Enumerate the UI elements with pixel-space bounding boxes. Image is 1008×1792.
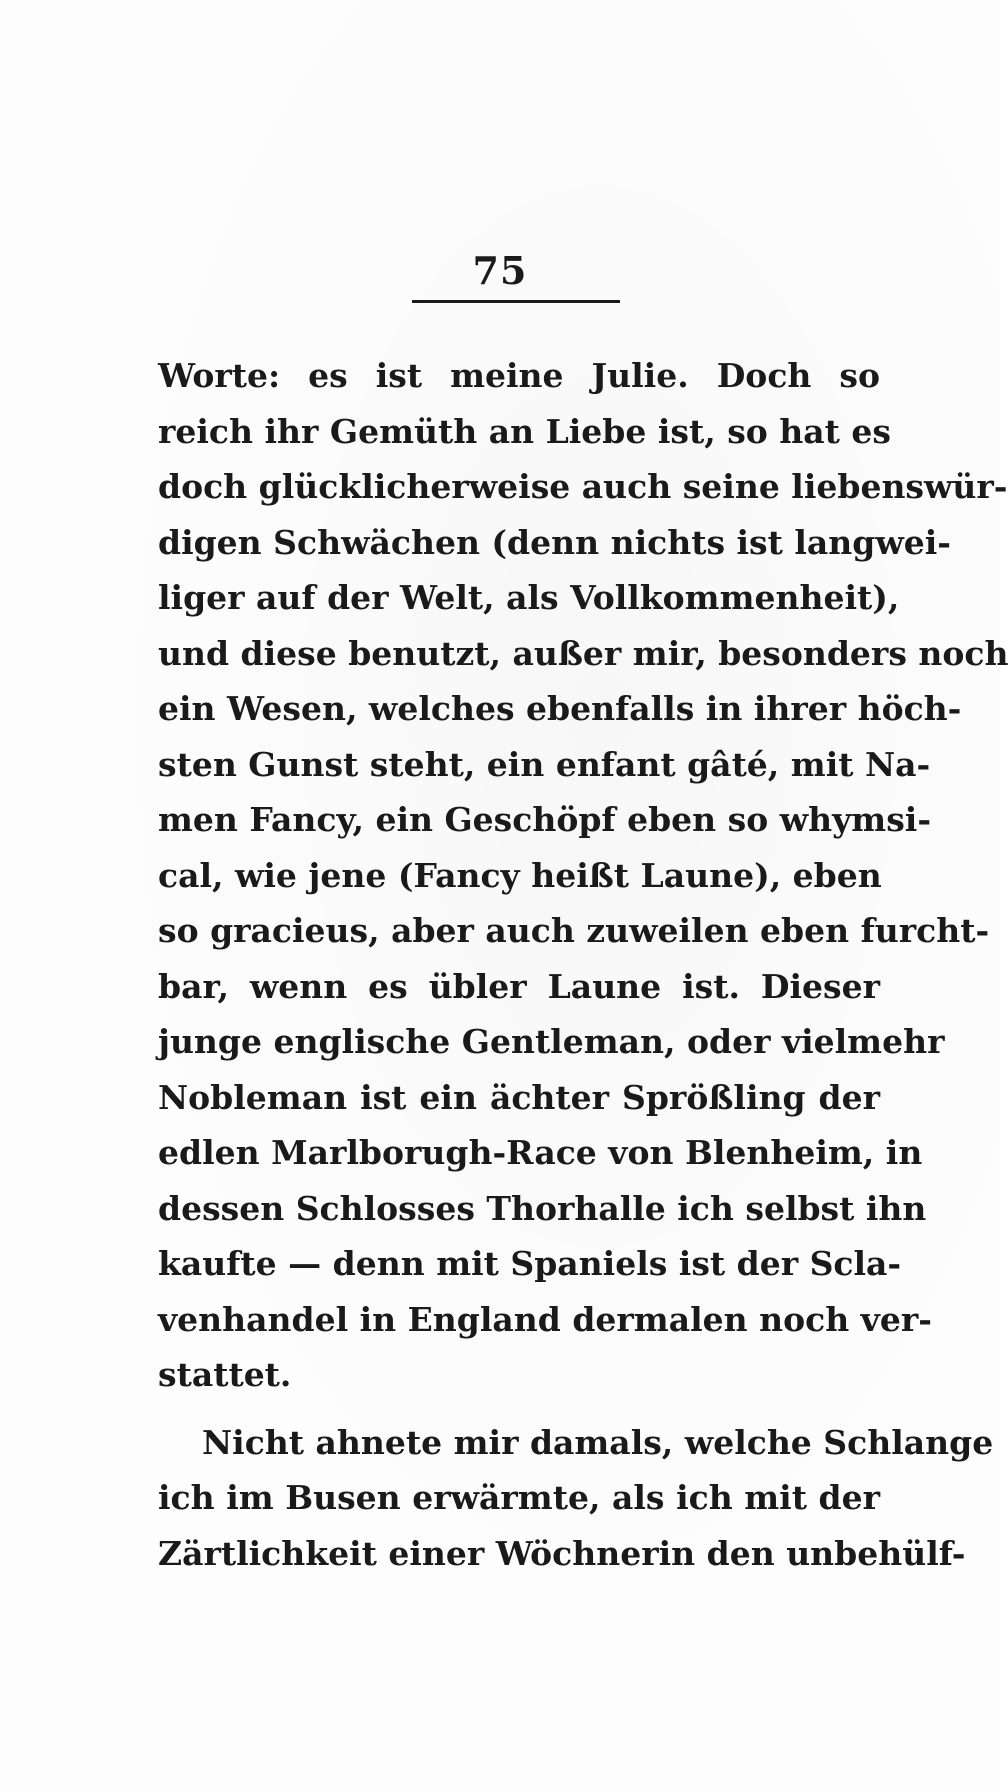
page-number: 75 [472,248,528,293]
paragraph-2 [158,1415,994,1582]
text-line: sten Gunst steht, ein enfant gâté, mit Na- [158,744,931,784]
header-rule [412,300,620,303]
text-line: cal, wie jene (Fancy heißt Laune), eben [158,855,882,895]
text-line: doch glücklicherweise auch seine liebenswür- [158,467,1008,506]
text-line: bar, wenn es übler Laune ist. Dieser [158,966,880,1006]
text-line: ein Wesen, welches ebenfalls in ihrer höch- [158,689,962,728]
text-line: ich im Busen erwärmte, als ich mit der [158,1478,880,1517]
text-line: Worte: es ist meine Julie. Doch so [158,356,880,395]
text-line: venhandel in England dermalen noch ver- [158,1299,932,1339]
text-line: digen Schwächen (denn nichts ist langwei- [158,522,951,562]
text-line: Zärtlichkeit einer Wöchnerin den unbehülf- [158,1533,966,1573]
text-line: kaufte — denn mit Spaniels ist der Scla- [158,1244,902,1283]
text-line: so gracieus, aber auch zuweilen eben furcht- [158,911,990,950]
text-line: und diese benutzt, außer mir, besonders noch [158,633,1008,673]
text-line: men Fancy, ein Geschöpf eben so whymsi- [158,800,932,839]
text-line: stattet. [158,1355,292,1394]
text-line: Nicht ahnete mir damals, welche Schlange [202,1422,994,1462]
paragraph-gap [158,1403,880,1415]
text-line: reich ihr Gemüth an Liebe ist, so hat es [158,411,891,451]
body-text [158,348,1008,1581]
text-line: Nobleman ist ein ächter Sprößling der [158,1077,880,1117]
text-line: edlen Marlborugh-Race von Blenheim, in [158,1133,923,1172]
text-line: liger auf der Welt, als Vollkommenheit), [158,578,900,617]
text-line: junge englische Gentleman, oder vielmehr [158,1022,945,1061]
text-line: dessen Schlosses Thorhalle ich selbst ihn [158,1188,927,1228]
paragraph-1 [158,348,1008,1403]
